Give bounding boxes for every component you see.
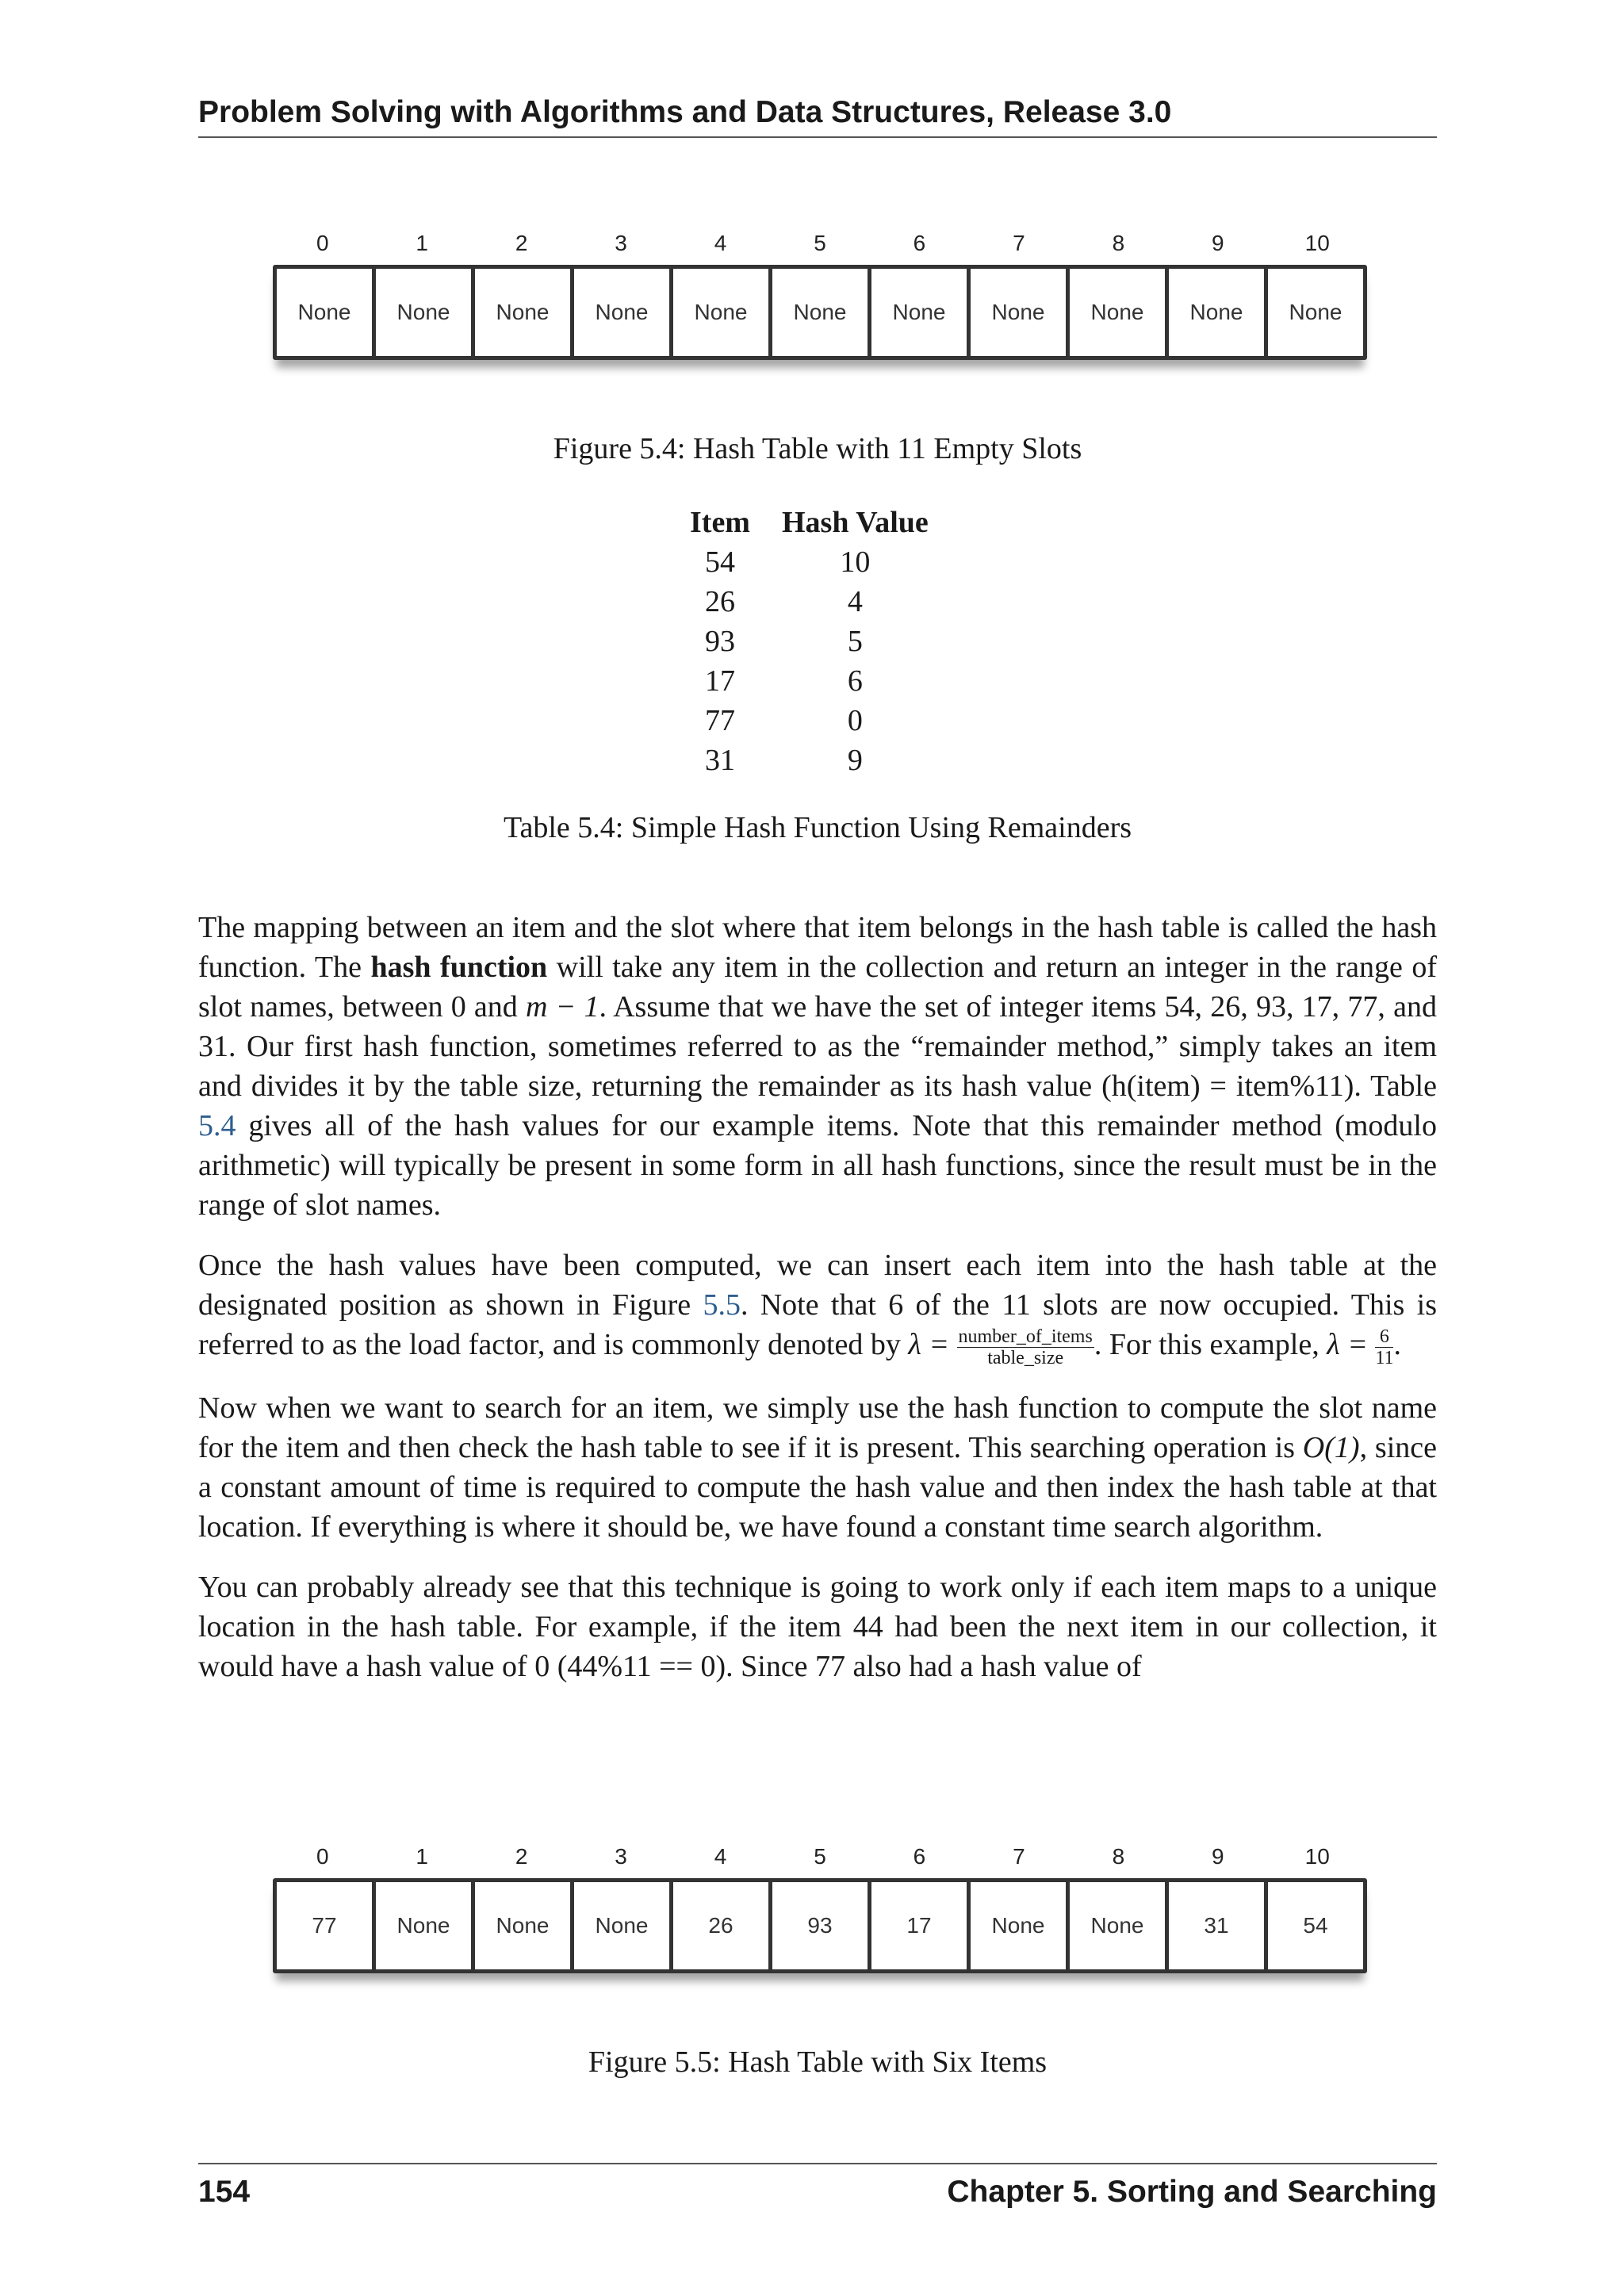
table-reference-link[interactable]: 5.4: [198, 1109, 236, 1142]
item-cell: 31: [704, 744, 735, 777]
table-row: [674, 701, 944, 740]
math-expression: O(1): [1302, 1430, 1360, 1464]
text-run: Once the hash values have been computed, we can insert each item into the hash table at the designated position as shown in Figure: [198, 1249, 1437, 1322]
slot-index: 0: [316, 231, 329, 255]
hash-value-cell: 10: [840, 545, 871, 579]
math-expression: m − 1: [525, 990, 599, 1024]
hash-slot: None: [673, 269, 772, 356]
hash-slot: None: [1070, 1882, 1169, 1969]
example-fraction: [1375, 1327, 1393, 1368]
item-cell: 93: [704, 625, 735, 658]
math-expression: (44%11 == 0): [557, 1649, 726, 1683]
hash-value-cell: 6: [847, 664, 863, 698]
load-factor-fraction: [957, 1327, 1094, 1368]
hash-slot: None: [376, 269, 475, 356]
table-row: [674, 661, 944, 701]
text-run: .: [1393, 1328, 1401, 1361]
hash-slot: 17: [871, 1882, 971, 1969]
figure-reference-link[interactable]: 5.5: [703, 1288, 741, 1322]
slot-index: 7: [1013, 1844, 1025, 1869]
slot-index: 6: [913, 1844, 926, 1869]
hash-slot: 26: [673, 1882, 772, 1969]
table-caption: Table 5.4: Simple Hash Function Using Remainders: [503, 811, 1132, 844]
math-expression: 54, 26, 93, 17, 77,: [1164, 990, 1385, 1024]
text-run: had been the next item in our collection, it would have a hash value of: [198, 1609, 1437, 1683]
slot-index: 4: [714, 231, 727, 255]
paragraph: [198, 1567, 1437, 1686]
slot-index: 5: [814, 1844, 826, 1869]
hash-slot: None: [475, 1882, 574, 1969]
fraction-denominator: 11: [1375, 1347, 1394, 1368]
slot-indices: [273, 222, 1367, 265]
text-run: and: [1385, 990, 1437, 1024]
text-run: . Note that: [740, 1288, 889, 1322]
hash-value-cell: 4: [847, 585, 863, 618]
slot-index: 4: [714, 1844, 727, 1869]
text-run: Now when we want to search for an item, we simply use the hash function to compute the slot name for the item and then check the hash table to see if it is present. This searching operation is: [198, 1391, 1437, 1464]
slot-index: 9: [1212, 231, 1224, 255]
item-cell: 77: [704, 704, 735, 737]
slot-index: 8: [1112, 1844, 1125, 1869]
hash-table-figure-empty: [273, 222, 1367, 360]
hash-slot: None: [1169, 269, 1268, 356]
math-expression: 6: [888, 1288, 904, 1322]
text-run: You can probably already see that this technique is going to work only if each item maps to a unique location in the hash table. For example, if the item: [198, 1570, 1437, 1644]
text-run: will take any item in the collection and return an integer in the range of slot names, between: [198, 951, 1437, 1024]
text-run: . Assume that we have the set of integer items: [599, 990, 1165, 1024]
slot-index: 8: [1112, 231, 1125, 255]
hash-slot: 93: [772, 1882, 871, 1969]
slot-index: 0: [316, 1844, 329, 1869]
slot-index: 10: [1304, 1844, 1330, 1869]
slot-index: 2: [515, 1844, 528, 1869]
slot-row: [273, 1878, 1367, 1973]
hash-table-figure-filled: [273, 1835, 1367, 1973]
slot-index: 9: [1212, 1844, 1224, 1869]
text-run: slots are now occupied. This is referred to as the load factor, and is commonly denoted by: [198, 1288, 1437, 1361]
table-row: [674, 542, 944, 582]
slot-index: 1: [416, 231, 428, 255]
math-expression: λ =: [1327, 1328, 1376, 1361]
text-run: . For this example,: [1094, 1328, 1327, 1361]
slot-index: 1: [416, 1844, 428, 1869]
column-header-hash-value: Hash Value: [781, 506, 929, 539]
slot-index: 10: [1304, 231, 1330, 255]
math-expression: 31: [198, 1030, 228, 1063]
hash-value-cell: 9: [847, 744, 863, 777]
book-title: Problem Solving with Algorithms and Data Structures, Release 3.0: [198, 95, 1172, 129]
paragraph: [198, 1246, 1437, 1368]
text-run: of the: [903, 1288, 1002, 1322]
item-cell: 17: [704, 664, 735, 698]
running-header: [198, 92, 1437, 138]
table-header-row: [674, 503, 944, 542]
slot-index: 2: [515, 231, 528, 255]
slot-index: 6: [913, 231, 926, 255]
math-expression: 44: [852, 1609, 883, 1644]
hash-slot: None: [574, 269, 673, 356]
text-run: and: [465, 990, 526, 1024]
slot-index: 3: [615, 231, 627, 255]
text-run: gives all of the hash values for our example items. Note that this remainder method (modulo arithmetic) will typically be present in some form in all hash functions, since the result must be in the range of slot names.: [198, 1109, 1437, 1222]
figure-caption: Figure 5.5: Hash Table with Six Items: [588, 2045, 1048, 2079]
table-row: [674, 622, 944, 661]
hash-slot: 31: [1169, 1882, 1268, 1969]
math-expression: λ =: [908, 1328, 957, 1361]
math-expression: (h(item) = item%11): [1101, 1070, 1354, 1103]
hash-slot: 54: [1303, 1913, 1328, 1938]
math-expression: 0: [534, 1649, 550, 1683]
item-cell: 26: [704, 585, 735, 618]
fraction-numerator: number_of_items: [958, 1326, 1093, 1347]
text-run: [550, 1650, 557, 1683]
math-expression: 11: [1002, 1288, 1031, 1322]
hash-slot: None: [475, 269, 574, 356]
fraction-denominator: table_size: [987, 1347, 1064, 1368]
table-row: [674, 740, 944, 780]
hash-value-table: [674, 503, 944, 780]
page-number: 154: [198, 2175, 251, 2209]
figure-caption: Figure 5.4: Hash Table with 11 Empty Slots: [553, 432, 1082, 465]
hash-slot: None: [971, 1882, 1070, 1969]
hash-slot: None: [1289, 300, 1342, 324]
hash-slot: None: [1070, 269, 1169, 356]
hash-slot: None: [971, 269, 1070, 356]
slot-row: [273, 265, 1367, 360]
hash-slot: None: [871, 269, 971, 356]
hash-value-cell: 0: [847, 704, 863, 737]
slot-index: 5: [814, 231, 826, 255]
term-hash-function: hash function: [370, 951, 548, 984]
text-run: , since a constant amount of time is required to compute the hash value and then index the hash table at that location. If everything is where it should be, we have found a constant time search algorithm.: [198, 1430, 1438, 1544]
hash-slot: 77: [277, 1882, 376, 1969]
text-run: . Since 77 also had a hash value of: [726, 1649, 1142, 1683]
hash-slot: None: [376, 1882, 475, 1969]
text-run: . Table: [1354, 1070, 1437, 1103]
table-row: [674, 582, 944, 622]
slot-indices: [273, 1835, 1367, 1878]
text-run: The mapping between an item and the slot where that item belongs in the hash table is called the hash function. The: [198, 911, 1437, 984]
slot-index: 3: [615, 1844, 627, 1869]
paragraph: [198, 908, 1437, 1225]
hash-slot: None: [277, 269, 376, 356]
column-header-item: Item: [690, 506, 750, 539]
body-text: [198, 908, 1437, 1707]
item-cell: 54: [704, 545, 735, 579]
math-expression: 0: [450, 990, 466, 1024]
hash-slot: None: [574, 1882, 673, 1969]
running-footer: [198, 2163, 1437, 2212]
paragraph: [198, 1388, 1437, 1547]
text-run: . Our first hash function, sometimes referred to as the “remainder method,” simply takes an item and divides it by the table size, returning the remainder as its hash value: [198, 1030, 1437, 1103]
hash-value-cell: 5: [847, 625, 863, 658]
chapter-title: Chapter 5. Sorting and Searching: [947, 2175, 1437, 2209]
fraction-numerator: 6: [1375, 1327, 1393, 1348]
slot-index: 7: [1013, 231, 1025, 255]
hash-slot: None: [772, 269, 871, 356]
